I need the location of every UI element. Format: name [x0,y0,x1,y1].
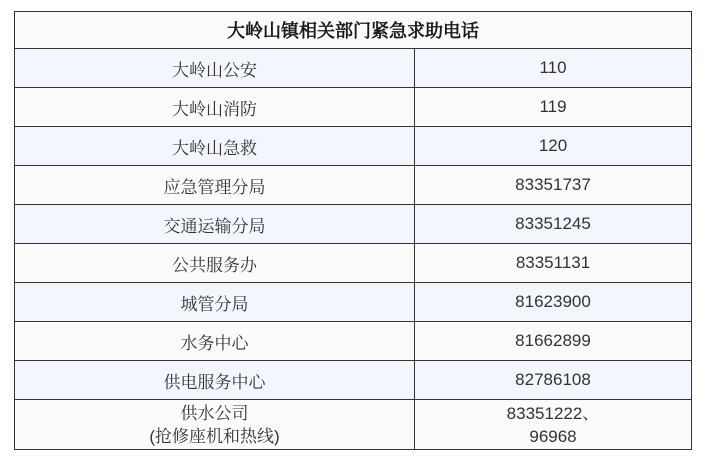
table-row [15,244,692,283]
phone-cell: 119 [415,88,692,127]
department-cell: 供电服务中心 [15,361,415,400]
table-row [15,361,692,400]
department-cell: 水务中心 [15,322,415,361]
table-header-row [15,12,692,49]
phone-line-1: 83351222、 [506,403,600,423]
table-row [15,205,692,244]
phone-cell: 83351737 [415,166,692,205]
table-row [15,88,692,127]
phone-cell: 83351131 [415,244,692,283]
table-row [15,166,692,205]
table-row [15,322,692,361]
table-title: 大岭山镇相关部门紧急求助电话 [15,12,692,49]
phone-line-2: 96968 [529,426,577,446]
table-row [15,49,692,88]
phone-cell [415,400,692,450]
department-cell: 公共服务办 [15,244,415,283]
department-cell: 大岭山消防 [15,88,415,127]
phone-cell: 81623900 [415,283,692,322]
phone-cell: 83351245 [415,205,692,244]
table-row [15,283,692,322]
emergency-contacts-table [14,11,692,450]
phone-cell: 82786108 [415,361,692,400]
phone-cell: 110 [415,49,692,88]
phone-cell: 120 [415,127,692,166]
phone-cell: 81662899 [415,322,692,361]
department-cell: 大岭山公安 [15,49,415,88]
department-cell: 大岭山急救 [15,127,415,166]
department-cell [15,400,415,450]
table-row [15,127,692,166]
department-line-2: (抢修座机和热线) [149,426,280,446]
table-row [15,400,692,450]
department-line-1: 供水公司 [180,403,249,423]
department-cell: 交通运输分局 [15,205,415,244]
department-cell: 城管分局 [15,283,415,322]
department-cell: 应急管理分局 [15,166,415,205]
